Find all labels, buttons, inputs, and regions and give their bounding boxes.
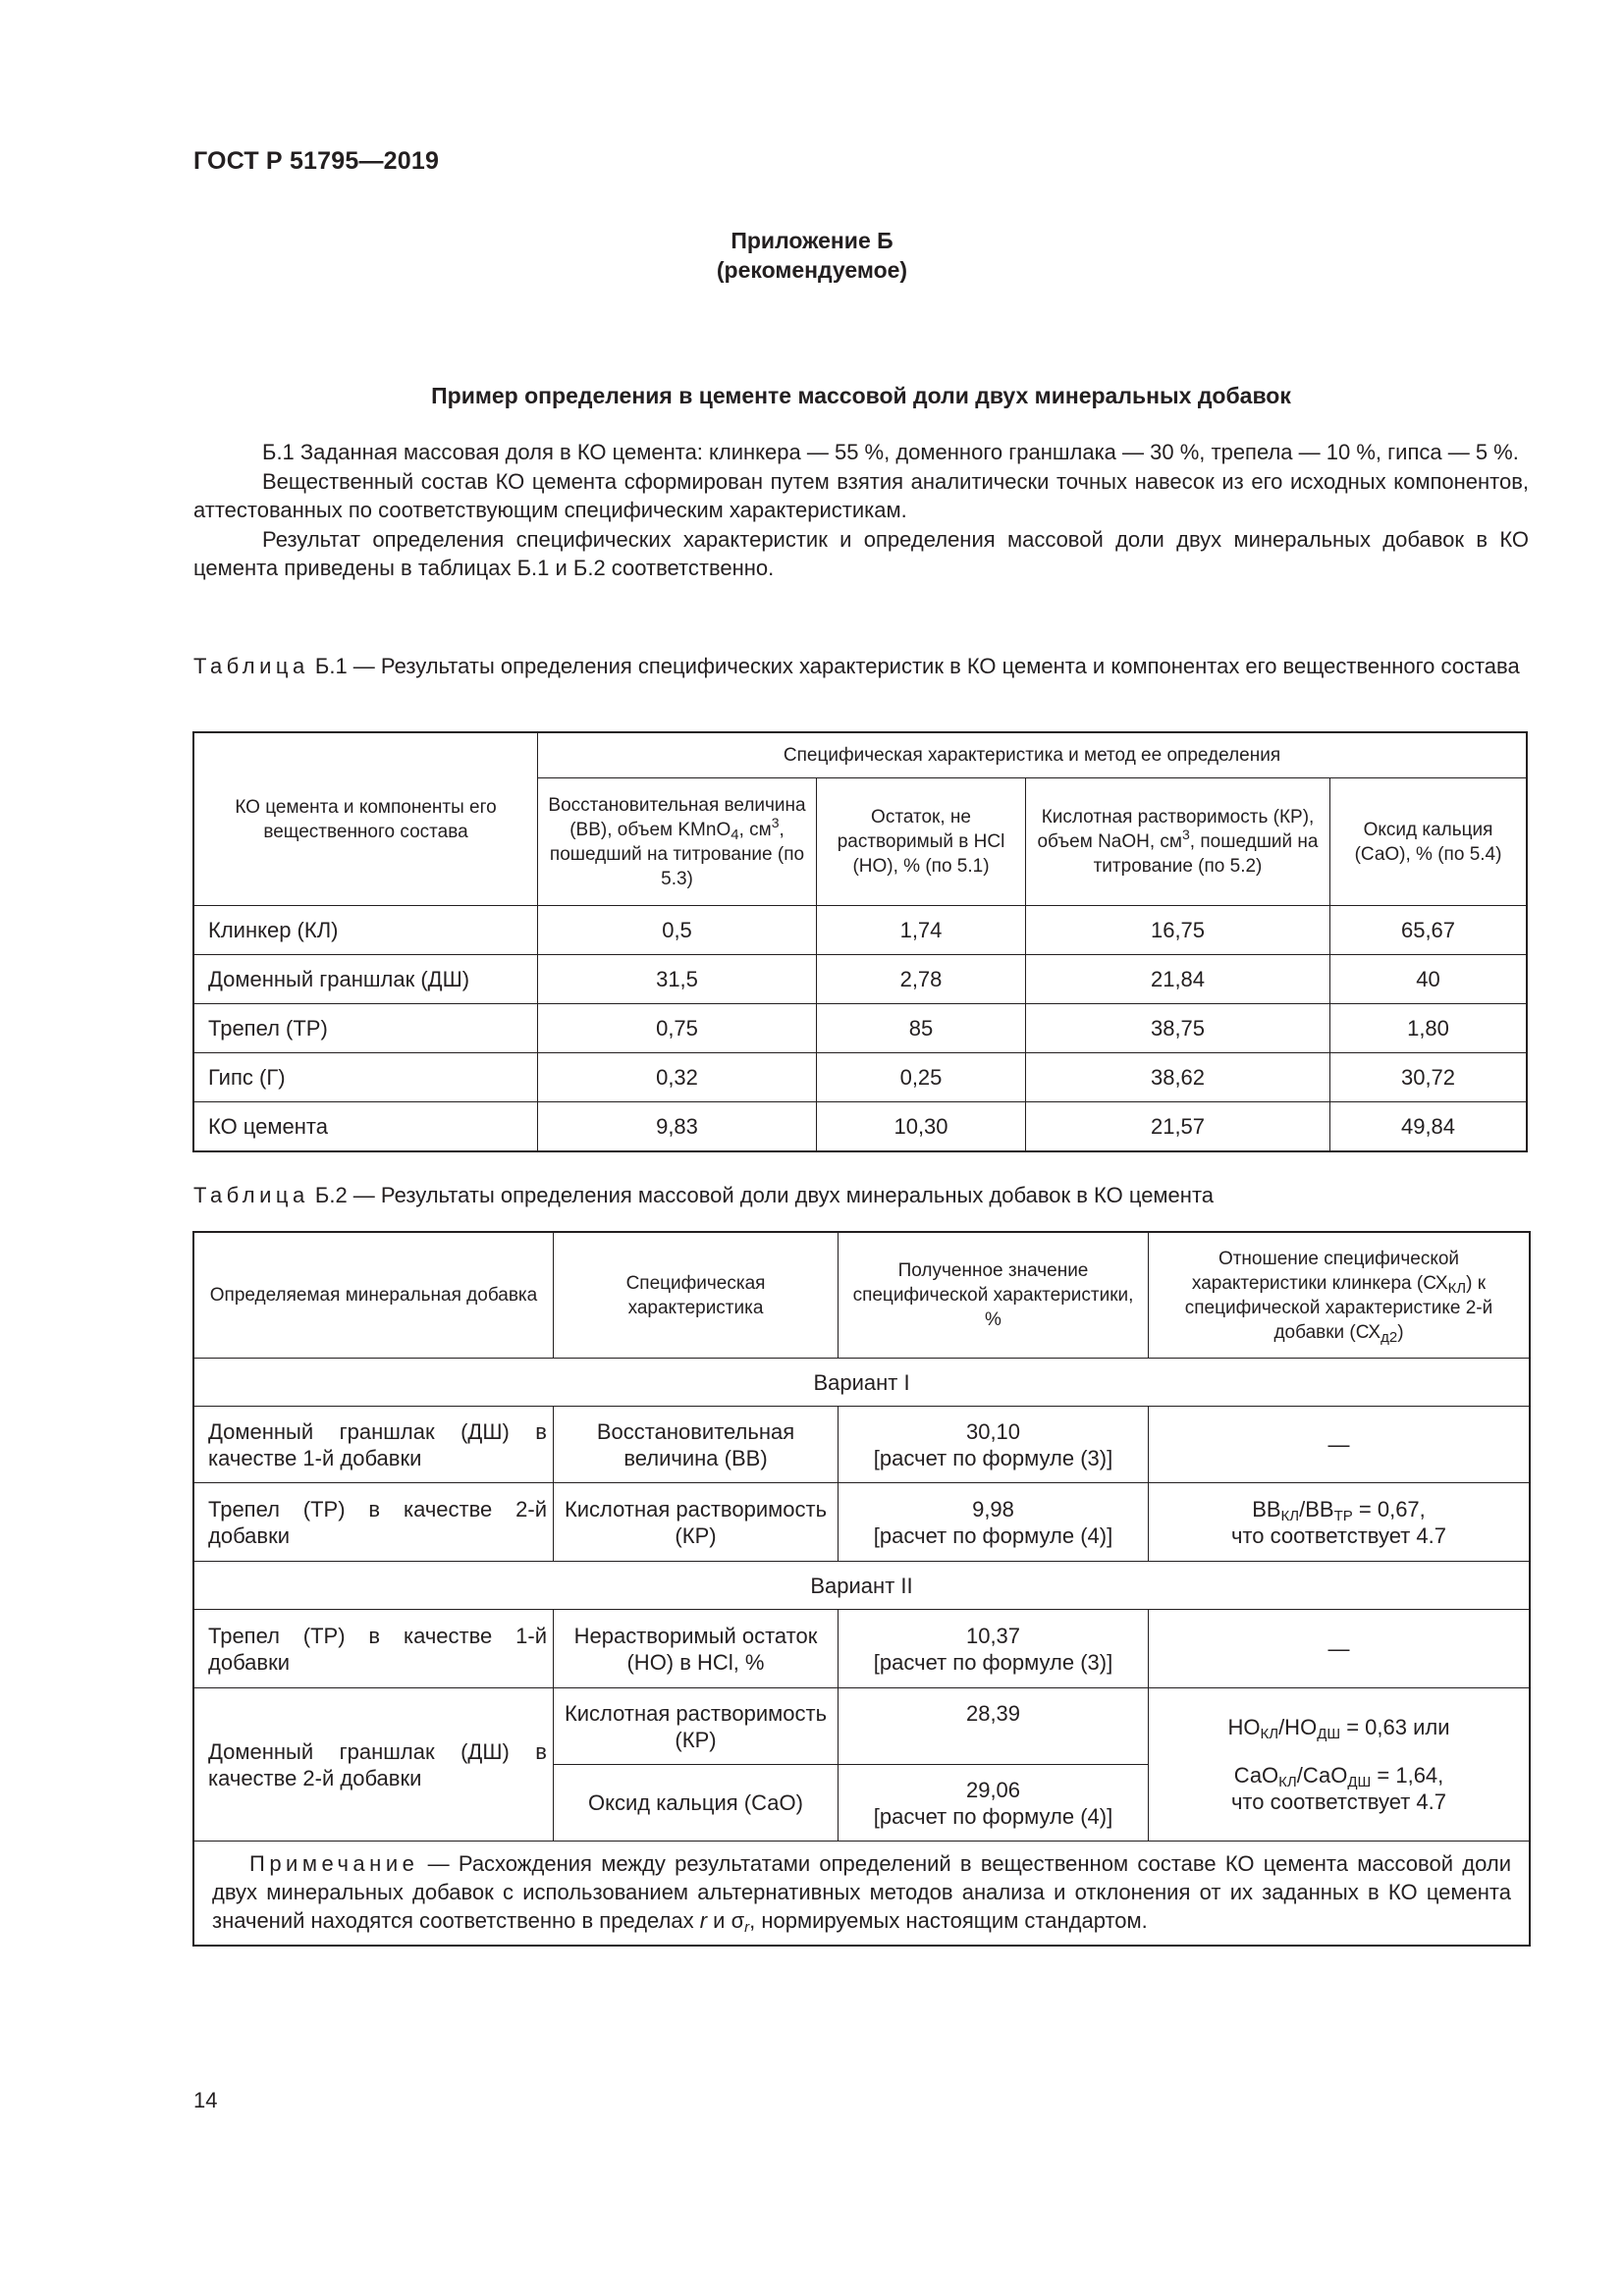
table1-cell-cao: 65,67 bbox=[1330, 906, 1527, 955]
paragraph: Результат определения специфических характеристик и определения массовой доли двух минеральных добавок в КО цемента приведены в таблицах Б.1 и Б.2 соответственно. bbox=[193, 526, 1529, 580]
table2-note: Примечание — Расхождения между результатами определений в вещественном составе КО цемента массовой доли двух минеральных добавок с использованием альтернативных методов анализа и отклонения от их заданных в КО цемента значений находятся соответственно в пределах r и $\sigma_r$, нормируемых настоящим стандартом. bbox=[194, 1842, 1530, 1946]
table-b2 bbox=[193, 1232, 1530, 1946]
table2-header-characteristic: Специфическая характеристика bbox=[554, 1233, 839, 1359]
table-b1 bbox=[193, 732, 1527, 1151]
table1-cell-kr: 38,62 bbox=[1026, 1053, 1330, 1102]
table2-cell-characteristic: Оксид кальция (СаО) bbox=[554, 1765, 839, 1842]
table2-cell-additive: Трепел (ТР) в качестве 1-й добавки bbox=[194, 1610, 554, 1688]
variant-2-header: Вариант II bbox=[194, 1562, 1530, 1610]
paragraph: Вещественный состав КО цемента сформирован путем взятия аналитически точных навесок из его исходных компонентов, аттестованных по соответствующим специфическим характеристикам. bbox=[193, 468, 1529, 522]
variant-1-header: Вариант I bbox=[194, 1359, 1530, 1407]
table1-cell-vv: 9,83 bbox=[538, 1102, 817, 1151]
appendix-heading bbox=[0, 226, 1624, 285]
table-row bbox=[194, 1053, 1527, 1102]
table1-header-no: Остаток, не растворимый в HCl (НО), % (по 5.1) bbox=[817, 778, 1026, 906]
table2-cell-ratio: — bbox=[1149, 1407, 1530, 1483]
paragraph: Б.1 Заданная массовая доля в КО цемента: клинкера — 55 %, доменного граншлака — 30 %, трепела — 10 %, гипса — 5 %. bbox=[262, 440, 1519, 464]
table2-cell-value: 9,98 [расчет по формуле (4)] bbox=[839, 1483, 1149, 1562]
table1-cell-cao: 49,84 bbox=[1330, 1102, 1527, 1151]
table1-cell-vv: 31,5 bbox=[538, 955, 817, 1004]
table-row bbox=[194, 955, 1527, 1004]
appendix-status: (рекомендуемое) bbox=[716, 257, 908, 283]
table1-cell-no: 10,30 bbox=[817, 1102, 1026, 1151]
table2-caption-text: Б.2 — Результаты определения массовой доли двух минеральных добавок в КО цемента bbox=[314, 1183, 1215, 1207]
table1-col0-header: КО цемента и компоненты его вещественного состава bbox=[194, 733, 538, 906]
table-row bbox=[194, 1610, 1530, 1688]
table2-cell-ratio: $ВВ_{КЛ}/ВВ_{ТР} = 0,67$, что соответствует 4.7 bbox=[1149, 1483, 1530, 1562]
table2-cell-value: 30,10 [расчет по формуле (3)] bbox=[839, 1407, 1149, 1483]
note-label: Примечание bbox=[249, 1851, 419, 1876]
table1-cell-name: КО цемента bbox=[194, 1102, 538, 1151]
table1-cell-vv: 0,32 bbox=[538, 1053, 817, 1102]
table1-cell-no: 0,25 bbox=[817, 1053, 1026, 1102]
table1-cell-name: Гипс (Г) bbox=[194, 1053, 538, 1102]
table2-caption bbox=[193, 1181, 1529, 1210]
table1-cell-cao: 30,72 bbox=[1330, 1053, 1527, 1102]
table1-header-kr: Кислотная растворимость (КР), объем NaOH, $см^3$, пошедший на титрование (по 5.2) bbox=[1026, 778, 1330, 906]
table2-cell-ratio: $НО_{КЛ}/НО_{ДШ} = 0,63$ или СаО$_{КЛ}$/СаО$_{ДШ}$ = 1,64, что соответствует 4.7 bbox=[1149, 1688, 1530, 1842]
table2-cell-characteristic: Кислотная растворимость (КР) bbox=[554, 1688, 839, 1765]
table1-group-header: Специфическая характеристика и метод ее определения bbox=[538, 733, 1527, 778]
table1-cell-kr: 21,57 bbox=[1026, 1102, 1330, 1151]
table-row bbox=[194, 1102, 1527, 1151]
table2-cell-value: 29,06 [расчет по формуле (4)] bbox=[839, 1765, 1149, 1842]
appendix-title: Приложение Б bbox=[731, 228, 893, 253]
table1-cell-vv: 0,5 bbox=[538, 906, 817, 955]
table2-caption-prefix: Таблица bbox=[193, 1183, 309, 1207]
table1-cell-no: 1,74 bbox=[817, 906, 1026, 955]
table1-header-vv: Восстановительная величина (ВВ), объем KMnO$_4$, $см^3$, пошедший на титрование (по 5.3) bbox=[538, 778, 817, 906]
table1-caption-text: Б.1 — Результаты определения специфических характеристик в КО цемента и компонентах его вещественного состава bbox=[314, 654, 1520, 678]
table2-cell-additive: Доменный граншлак (ДШ) в качестве 1-й добавки bbox=[194, 1407, 554, 1483]
table2-header-value: Полученное значение специфической характеристики, % bbox=[839, 1233, 1149, 1359]
table2-cell-ratio: — bbox=[1149, 1610, 1530, 1688]
table-row bbox=[194, 906, 1527, 955]
table-row bbox=[194, 1004, 1527, 1053]
table2-header-additive: Определяемая минеральная добавка bbox=[194, 1233, 554, 1359]
table2-cell-characteristic: Кислотная растворимость (КР) bbox=[554, 1483, 839, 1562]
table2-cell-characteristic: Восстановительная величина (ВВ) bbox=[554, 1407, 839, 1483]
table2-header-ratio: Отношение специфической характеристики клинкера $(СХ_{КЛ})$ к специфической характеристике 2-й добавки $(СХ_{д2})$ bbox=[1149, 1233, 1530, 1359]
body-text bbox=[193, 438, 1529, 583]
table1-cell-cao: 40 bbox=[1330, 955, 1527, 1004]
table1-header-cao: Оксид кальция (СаО), % (по 5.4) bbox=[1330, 778, 1527, 906]
table2-cell-value: 28,39 bbox=[839, 1688, 1149, 1765]
table1-cell-no: 2,78 bbox=[817, 955, 1026, 1004]
table1-cell-kr: 16,75 bbox=[1026, 906, 1330, 955]
table1-cell-no: 85 bbox=[817, 1004, 1026, 1053]
table2-cell-value: 10,37 [расчет по формуле (3)] bbox=[839, 1610, 1149, 1688]
table1-cell-kr: 21,84 bbox=[1026, 955, 1330, 1004]
table1-cell-name: Клинкер (КЛ) bbox=[194, 906, 538, 955]
table-row bbox=[194, 1407, 1530, 1483]
table-row bbox=[194, 1688, 1530, 1765]
standard-header: ГОСТ Р 51795—2019 bbox=[193, 147, 440, 175]
table1-caption bbox=[193, 652, 1529, 681]
section-title: Пример определения в цементе массовой доли двух минеральных добавок bbox=[431, 383, 1291, 408]
table1-cell-name: Доменный граншлак (ДШ) bbox=[194, 955, 538, 1004]
table1-cell-kr: 38,75 bbox=[1026, 1004, 1330, 1053]
table1-caption-prefix: Таблица bbox=[193, 654, 309, 678]
table2-cell-additive: Трепел (ТР) в качестве 2-й добавки bbox=[194, 1483, 554, 1562]
table2-cell-additive: Доменный граншлак (ДШ) в качестве 2-й добавки bbox=[194, 1688, 554, 1842]
table1-cell-vv: 0,75 bbox=[538, 1004, 817, 1053]
table2-cell-characteristic: Нерастворимый остаток (НО) в HCl, % bbox=[554, 1610, 839, 1688]
table1-cell-name: Трепел (ТР) bbox=[194, 1004, 538, 1053]
table1-cell-cao: 1,80 bbox=[1330, 1004, 1527, 1053]
table-row bbox=[194, 1483, 1530, 1562]
page-number: 14 bbox=[193, 2088, 218, 2112]
